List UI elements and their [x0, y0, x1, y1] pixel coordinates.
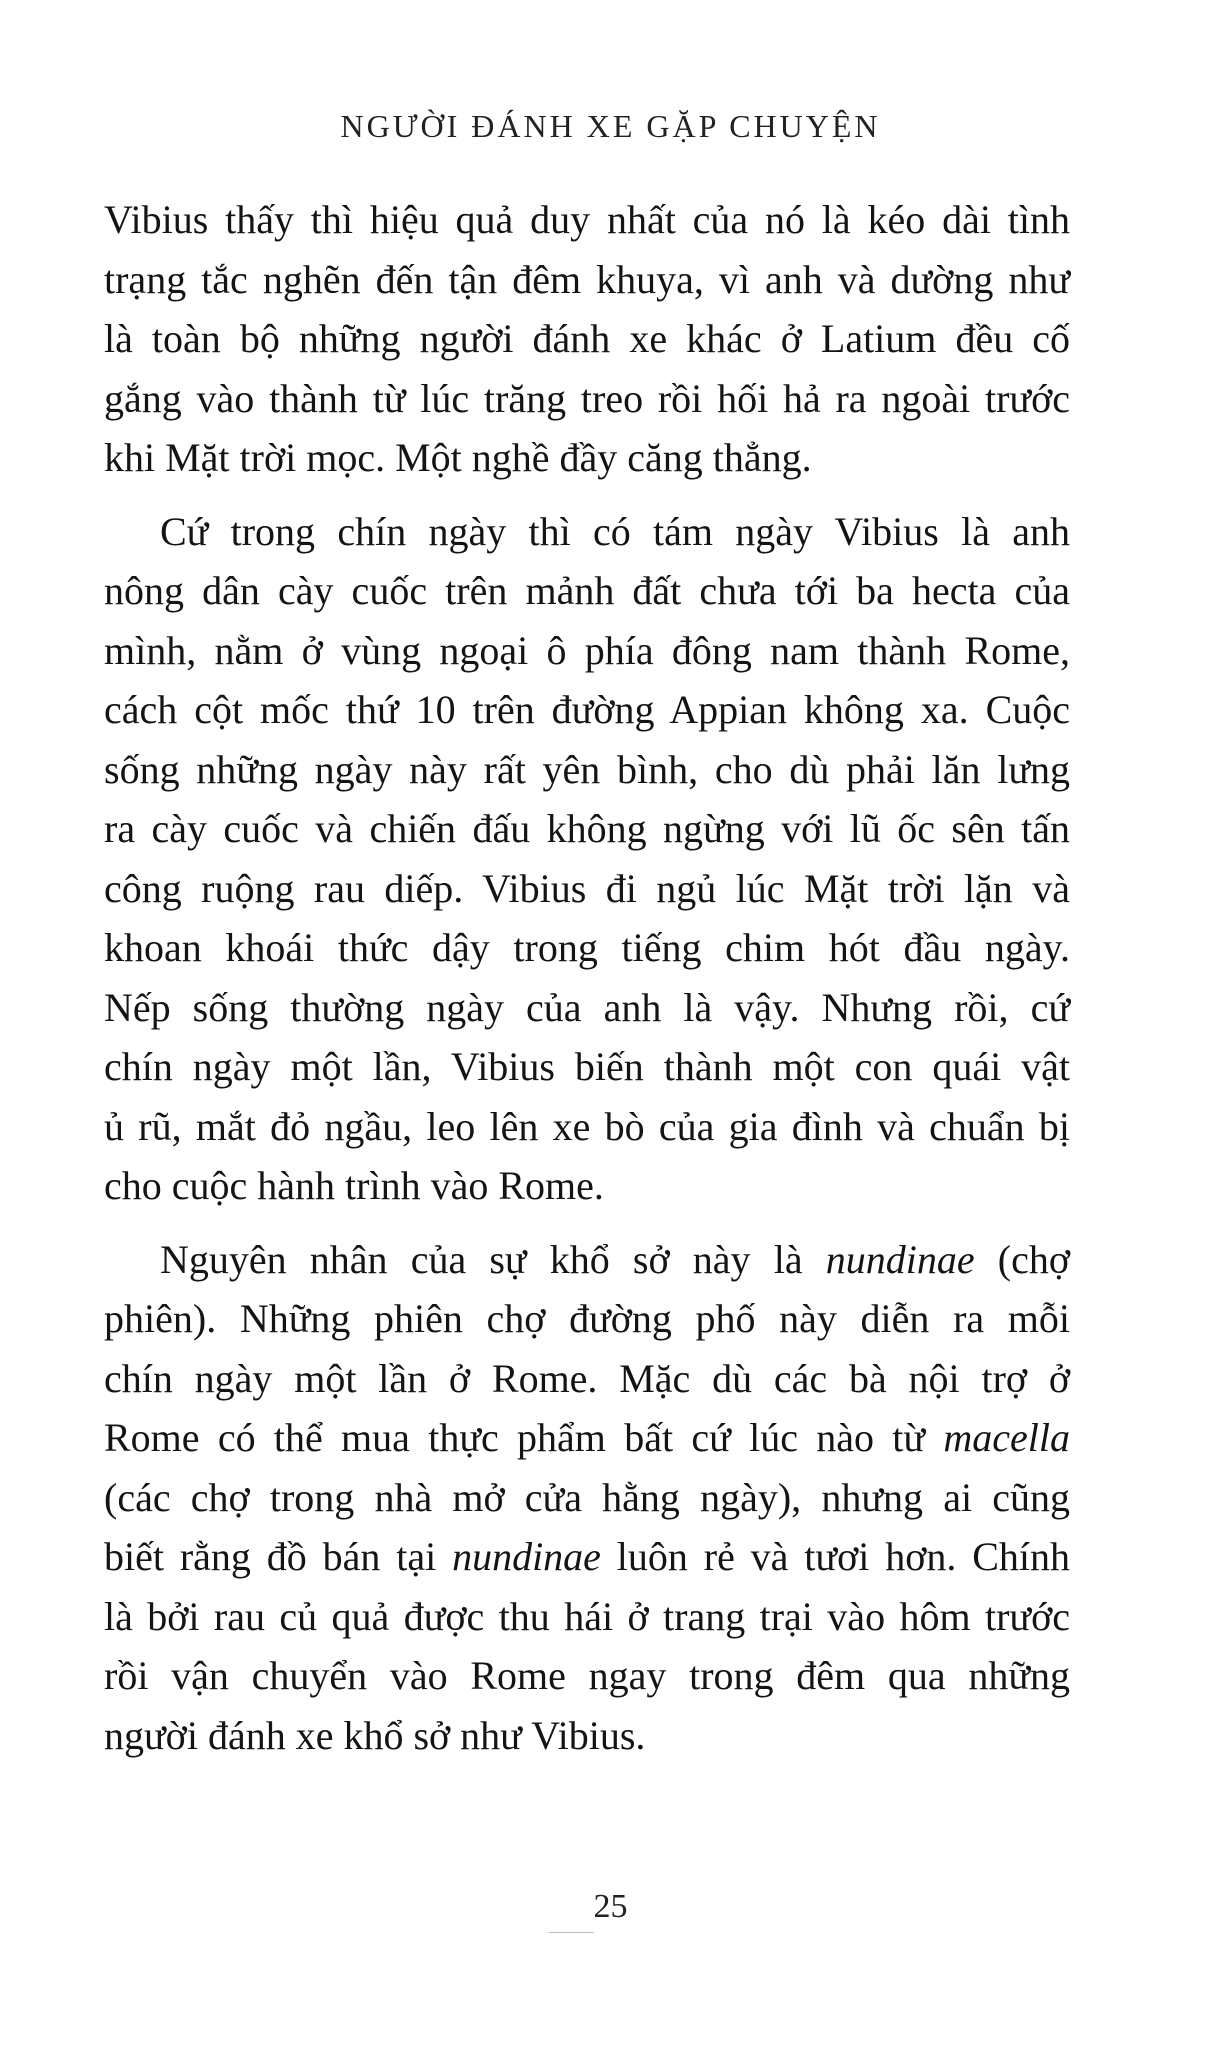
paragraph-spacer	[104, 488, 1070, 502]
paragraph	[104, 190, 1070, 488]
text-line: khoan khoái thức dậy trong tiếng chim hót đầu ngày.	[104, 925, 1070, 970]
text-line: nông dân cày cuốc trên mảnh đất chưa tới ba hecta của	[104, 568, 1070, 613]
paragraph-spacer	[104, 1216, 1070, 1230]
paragraph	[104, 502, 1070, 1216]
text-line: sống những ngày này rất yên bình, cho dù phải lăn lưng	[104, 746, 1070, 792]
text-line: ủ rũ, mắt đỏ ngầu, leo lên xe bò của gia đình và chuẩn bị	[104, 1103, 1070, 1149]
italic-term: nundinae	[825, 1236, 975, 1282]
text-line: mình, nằm ở vùng ngoại ô phía đông nam thành Rome,	[104, 627, 1070, 673]
page-number: 25	[593, 1888, 628, 1925]
italic-term: macella	[943, 1415, 1070, 1460]
body-text	[104, 190, 1070, 1765]
page-number-underline	[549, 1932, 594, 1933]
text-line: cách cột mốc thứ 10 trên đường Appian không xa. Cuộc	[104, 687, 1070, 732]
text-line: khi Mặt trời mọc. Một nghề đầy căng thẳng.	[104, 435, 812, 480]
paragraph	[104, 1230, 1070, 1766]
text-line: Nguyên nhân của sự khổ sở này là nundinae (chợ	[160, 1236, 1070, 1282]
text-line: gắng vào thành từ lúc trăng treo rồi hối hả ra ngoài trước	[104, 375, 1070, 421]
text-line: chín ngày một lần, Vibius biến thành một con quái vật	[104, 1044, 1070, 1089]
text-line: cho cuộc hành trình vào Rome.	[104, 1163, 604, 1208]
text-line: Vibius thấy thì hiệu quả duy nhất của nó là kéo dài tình	[104, 197, 1070, 242]
text-line: là bởi rau củ quả được thu hái ở trang trại vào hôm trước	[104, 1593, 1070, 1639]
text-line: Nếp sống thường ngày của anh là vậy. Nhưng rồi, cứ	[104, 984, 1070, 1030]
text-line: là toàn bộ những người đánh xe khác ở Latium đều cố	[104, 316, 1070, 361]
text-line: biết rằng đồ bán tại nundinae luôn rẻ và tươi hơn. Chính	[104, 1534, 1070, 1579]
running-header: NGƯỜI ĐÁNH XE GẶP CHUYỆN	[340, 108, 881, 144]
text-line: rồi vận chuyển vào Rome ngay trong đêm qua những	[104, 1653, 1070, 1698]
text-line: trạng tắc nghẽn đến tận đêm khuya, vì anh và dường như	[104, 256, 1070, 302]
text-line: Cứ trong chín ngày thì có tám ngày Vibius là anh	[160, 508, 1070, 554]
text-line: Rome có thể mua thực phẩm bất cứ lúc nào từ macella	[104, 1415, 1070, 1460]
text-line: phiên). Những phiên chợ đường phố này diễn ra mỗi	[104, 1296, 1070, 1341]
text-line: người đánh xe khổ sở như Vibius.	[104, 1712, 646, 1758]
text-line: công ruộng rau diếp. Vibius đi ngủ lúc Mặt trời lặn và	[104, 865, 1070, 911]
text-line: ra cày cuốc và chiến đấu không ngừng với lũ ốc sên tấn	[104, 806, 1070, 851]
text-line: chín ngày một lần ở Rome. Mặc dù các bà nội trợ ở	[104, 1355, 1070, 1401]
italic-term: nundinae	[452, 1534, 601, 1579]
text-line: (các chợ trong nhà mở cửa hằng ngày), nhưng ai cũng	[104, 1474, 1070, 1520]
